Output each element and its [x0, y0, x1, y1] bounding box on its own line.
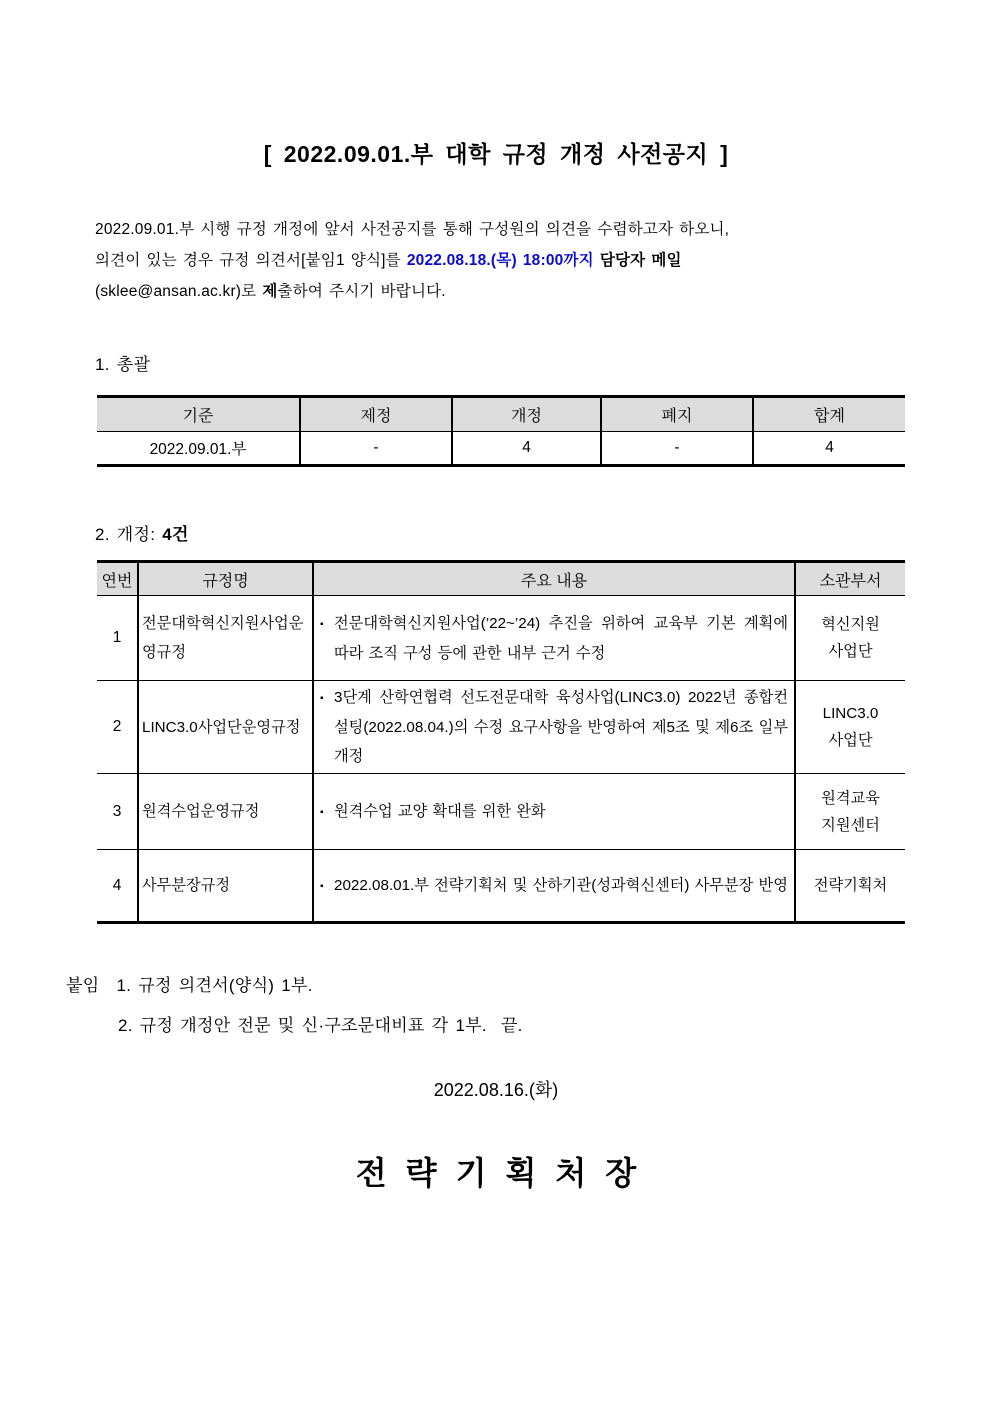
amendment-count: 4건: [162, 525, 189, 544]
bullet-icon: ▪: [320, 618, 324, 630]
row-number: 2: [97, 681, 138, 774]
attachment-line-2: 2. 규정 개정안 전문 및 신·구조문대비표 각 1부. 끝.: [118, 1016, 523, 1035]
regulation-name: 전문대학혁신지원사업운영규정: [138, 596, 313, 681]
amendments-table: [97, 560, 905, 924]
summary-header-enacted: 제정: [300, 397, 452, 432]
summary-header-amended: 개정: [452, 397, 601, 432]
summary-header-abolished: 폐지: [601, 397, 753, 432]
table-row: [97, 596, 905, 681]
page-title: [ 2022.09.01.부 대학 규정 개정 사전공지 ]: [263, 141, 729, 167]
summary-cell-abolished: -: [601, 432, 753, 466]
summary-table-data-row: [97, 432, 905, 466]
end-label: 끝.: [500, 1016, 523, 1035]
responsible-dept: 전략기획처: [795, 850, 905, 923]
section1-heading: 1. 총괄: [95, 355, 151, 374]
attachments-block: [66, 966, 523, 1046]
row-number: 3: [97, 774, 138, 850]
regulation-content: ▪ 전문대학혁신지원사업(’22~’24) 추진을 위하여 교육부 기본 계획에 따라 조직 구성 등에 관한 내부 근거 수정: [313, 596, 795, 681]
attachment-label: 붙임: [66, 976, 100, 995]
summary-cell-amended: 4: [452, 432, 601, 466]
amendments-header-content: 주요 내용: [313, 562, 795, 596]
summary-table: [97, 395, 905, 467]
table-row: [97, 681, 905, 774]
responsible-dept: 혁신지원 사업단: [795, 596, 905, 681]
intro-paragraph: [95, 214, 910, 307]
row-number: 4: [112, 876, 122, 894]
regulation-name: 사무분장규정: [138, 850, 313, 923]
regulation-content: ▪ 3단계 산학연협력 선도전문대학 육성사업(LINC3.0) 2022년 종합컨설팅(2022.08.04.)의 수정 요구사항을 반영하여 제5조 및 제6조 일부 개정: [313, 681, 795, 774]
summary-cell-total: 4: [753, 432, 905, 466]
summary-cell-basis: 2022.09.01.부: [149, 441, 247, 458]
bullet-icon: ▪: [320, 806, 324, 818]
document-date: 2022.08.16.(화): [433, 1080, 559, 1100]
bullet-icon: ▪: [320, 880, 324, 892]
regulation-name: 원격수업운영규정: [138, 774, 313, 850]
bullet-icon: ▪: [320, 693, 324, 704]
table-row: [97, 774, 905, 850]
section2-heading: 2. 개정: 4건: [95, 525, 189, 544]
responsible-dept: 원격교육 지원센터: [795, 774, 905, 850]
contact-email: (sklee@ansan.ac.kr)로: [95, 283, 263, 300]
amendments-header-name: 규정명: [138, 562, 313, 596]
responsible-dept: LINC3.0 사업단: [795, 681, 905, 774]
summary-header-basis: 기준: [97, 397, 300, 432]
intro-line-3: (sklee@ansan.ac.kr)로 제출하여 주시기 바랍니다.: [95, 283, 446, 300]
summary-header-total: 합계: [753, 397, 905, 432]
table-row: [97, 850, 905, 923]
deadline-text: 2022.08.18.(목) 18:00까지: [406, 252, 594, 269]
intro-line-1: 2022.09.01.부 시행 규정 개정에 앞서 사전공지를 통해 구성원의 의견을 수렴하고자 하오니,: [95, 221, 730, 238]
summary-table-header-row: [97, 397, 905, 432]
amendments-header-dept: 소관부서: [795, 562, 905, 596]
amendments-table-header-row: [97, 562, 905, 596]
intro-line-2: 의견이 있는 경우 규정 의견서[붙임1 양식]를 2022.08.18.(목) 18:00까지 담당자 메일: [95, 252, 682, 269]
row-number: 1: [97, 596, 138, 681]
attachment-line-1: 붙임 1. 규정 의견서(양식) 1부.: [66, 976, 313, 995]
signature-title: 전략기획처장: [355, 1155, 656, 1191]
regulation-content: ▪ 원격수업 교양 확대를 위한 완화: [313, 774, 795, 850]
summary-cell-enacted: -: [300, 432, 452, 466]
regulation-name: LINC3.0사업단운영규정: [138, 681, 313, 774]
amendments-header-no: 연번: [97, 562, 138, 596]
regulation-content: ▪ 2022.08.01.부 전략기획처 및 산하기관(성과혁신센터) 사무분장 반영: [313, 850, 795, 923]
